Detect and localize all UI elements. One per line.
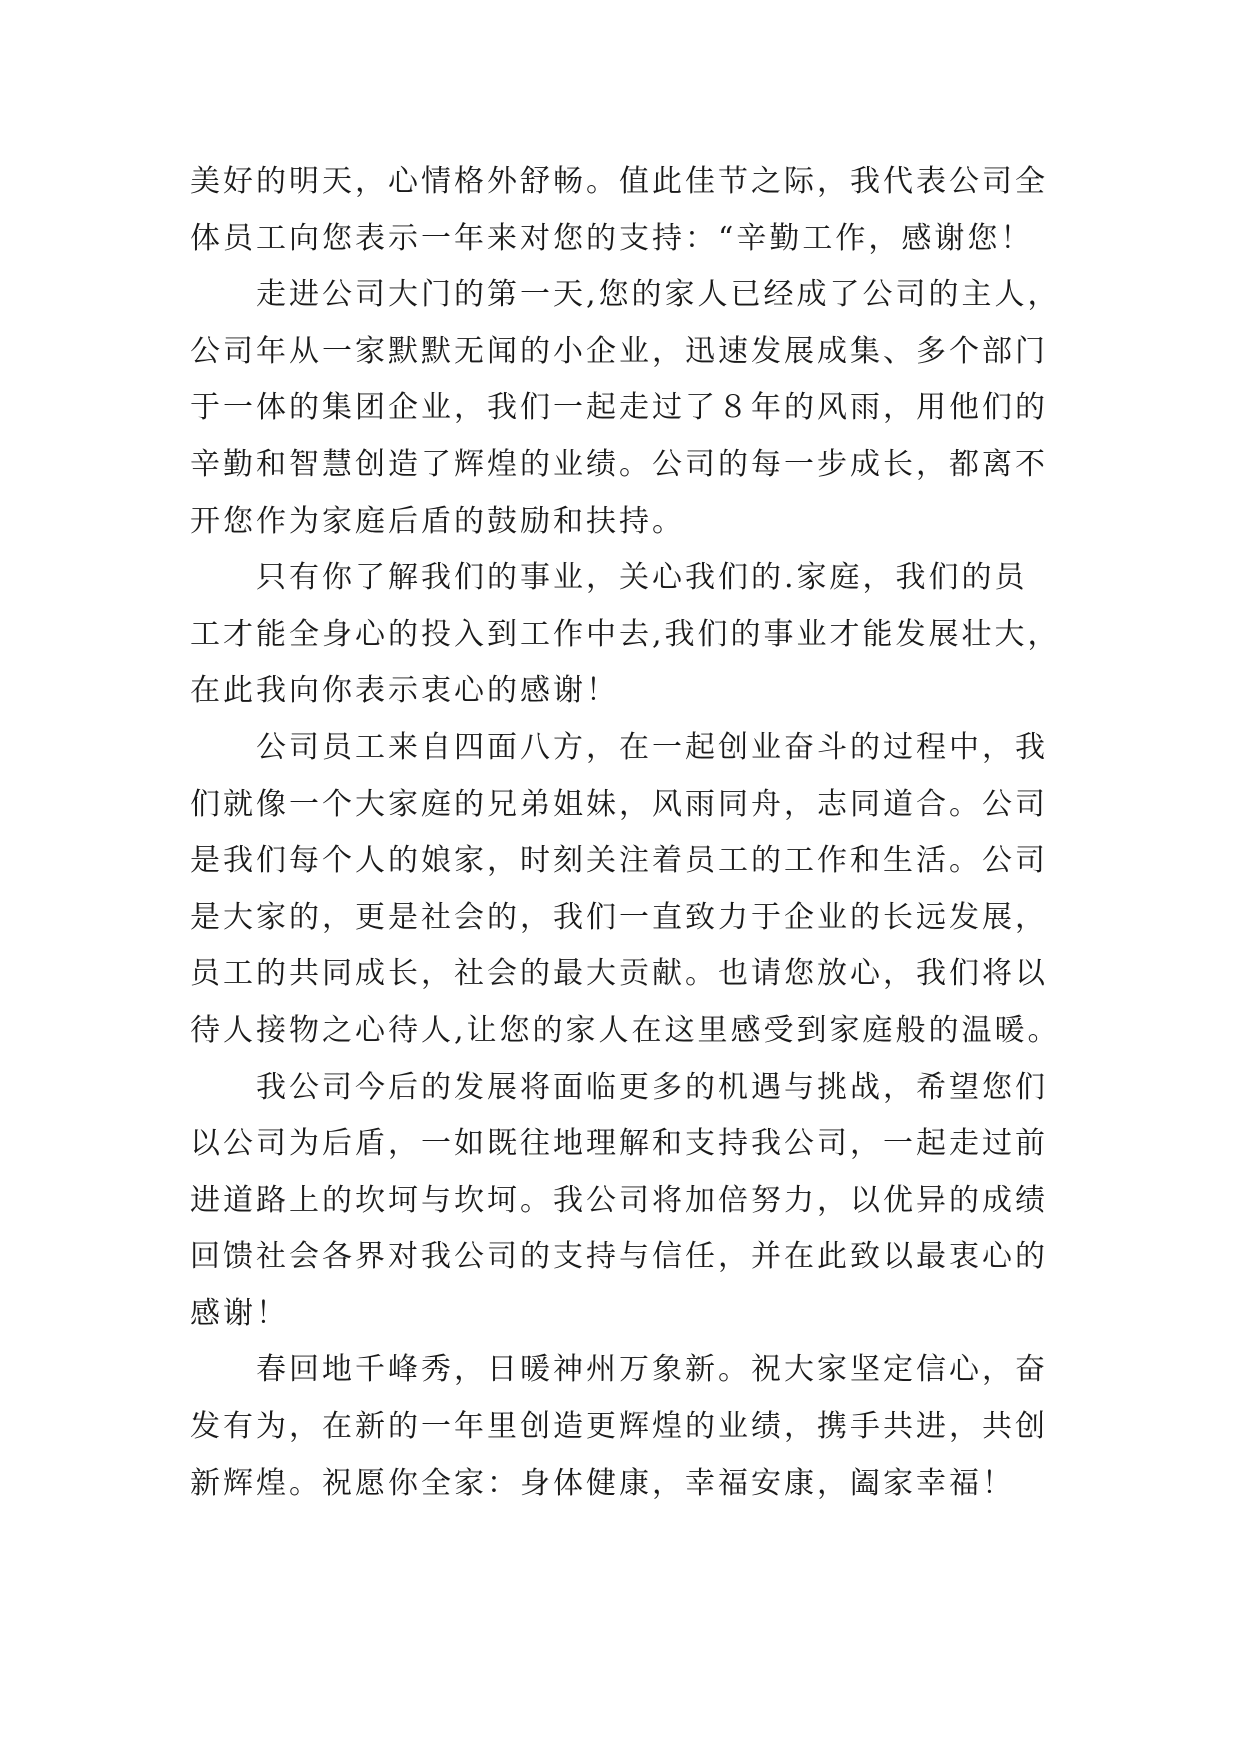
text-line: 工才能全身心的投入到工作中去,我们的事业才能发展壮大， <box>190 616 1061 652</box>
letter-body <box>190 154 1090 1512</box>
paragraph-start-line: 公司员工来自四面八方，在一起创业奋斗的过程中，我 <box>256 729 1048 765</box>
text-line: 员工的共同成长，社会的最大贡献。也请您放心，我们将以 <box>190 956 1048 992</box>
text-line: 辛勤和智慧创造了辉煌的业绩。公司的每一步成长，都离不 <box>190 446 1048 482</box>
paragraph-start-line: 只有你了解我们的事业，关心我们的.家庭，我们的员 <box>256 560 1028 596</box>
text-line: 体员工向您表示一年来对您的支持：“辛勤工作，感谢您！ <box>190 220 1034 256</box>
text-line: 以公司为后盾，一如既往地理解和支持我公司，一起走过前 <box>190 1126 1048 1162</box>
text-line: 们就像一个大家庭的兄弟姐妹，风雨同舟，志同道合。公司 <box>190 786 1048 822</box>
text-line: 是大家的，更是社会的，我们一直致力于企业的长远发展， <box>190 899 1048 935</box>
text-line: 是我们每个人的娘家，时刻关注着员工的工作和生活。公司 <box>190 843 1048 879</box>
text-line: 在此我向你表示衷心的感谢！ <box>190 673 619 709</box>
text-line: 感谢！ <box>190 1295 289 1331</box>
text-line: 公司年从一家默默无闻的小企业，迅速发展成集、多个部门 <box>190 333 1048 369</box>
paragraph-start-line: 我公司今后的发展将面临更多的机遇与挑战，希望您们 <box>256 1069 1048 1105</box>
text-line: 回馈社会各界对我公司的支持与信任，并在此致以最衷心的 <box>190 1239 1048 1275</box>
text-line: 开您作为家庭后盾的鼓励和扶持。 <box>190 503 685 539</box>
text-line: 美好的明天，心情格外舒畅。值此佳节之际，我代表公司全 <box>190 164 1048 199</box>
text-line: 进道路上的坎坷与坎坷。我公司将加倍努力，以优异的成绩 <box>190 1182 1048 1218</box>
text-line: 待人接物之心待人,让您的家人在这里感受到家庭般的温暖。 <box>190 1012 1061 1048</box>
paragraph-start-line: 走进公司大门的第一天,您的家人已经成了公司的主人， <box>256 277 1061 313</box>
paragraph-start-line: 春回地千峰秀，日暖神州万象新。祝大家坚定信心，奋 <box>256 1352 1048 1388</box>
text-line: 发有为，在新的一年里创造更辉煌的业绩，携手共进，共创 <box>190 1409 1048 1445</box>
text-line: 新辉煌。祝愿你全家：身体健康，幸福安康，阖家幸福！ <box>190 1465 1015 1501</box>
text-line: 于一体的集团企业，我们一起走过了８年的风雨，用他们的 <box>190 390 1048 426</box>
